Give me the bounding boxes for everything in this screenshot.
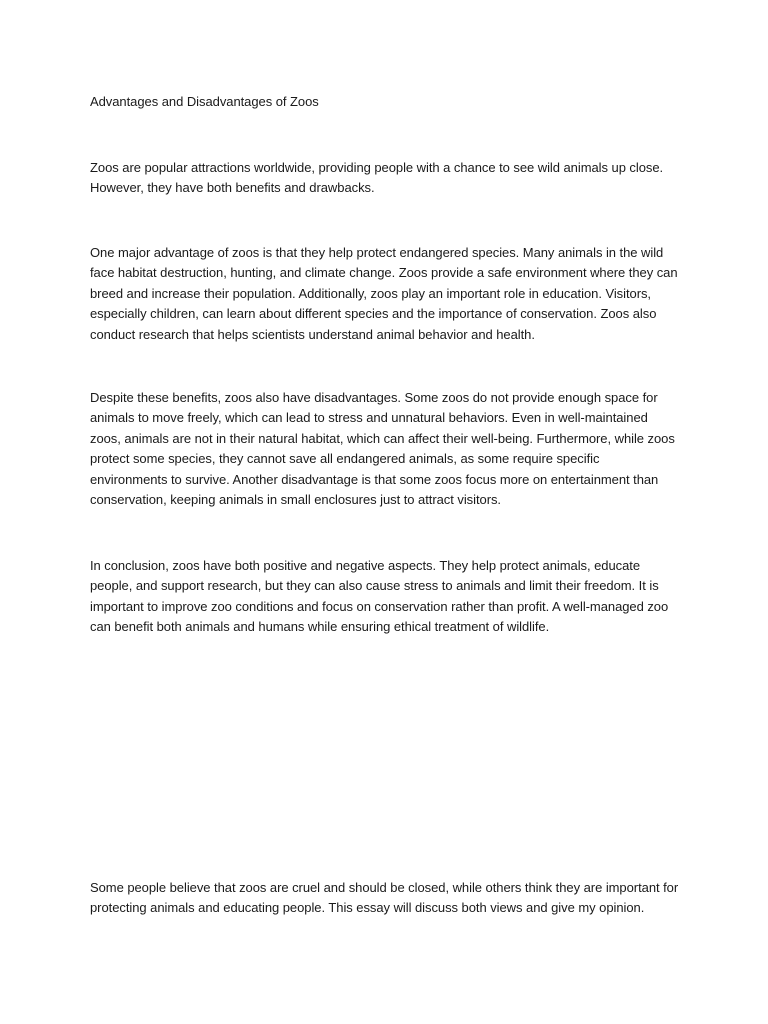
document-title: Advantages and Disadvantages of Zoos <box>90 94 319 109</box>
paragraph-opinion-intro: Some people believe that zoos are cruel and should be closed, while others think they are important for protecting animals and educating people. This essay will discuss both views and give my opinion. <box>90 880 679 916</box>
paragraph-advantages: One major advantage of zoos is that they help protect endangered species. Many animals in the wild face habitat destruction, hunting, and climate change. Zoos provide a safe environment where they can breed and increase their population. Additionally, zoos play an important role in education. Visitors, especially children, can learn about different species and the importance of conservation. Zoos also conduct research that helps scientists understand animal behavior and health. <box>90 245 678 342</box>
paragraph-intro: Zoos are popular attractions worldwide, providing people with a chance to see wild animals up close. However, they have both benefits and drawbacks. <box>90 160 664 196</box>
paragraph-disadvantages: Despite these benefits, zoos also have disadvantages. Some zoos do not provide enough space for animals to move freely, which can lead to stress and unnatural behaviors. Even in well-maintained zoos, animals are not in their natural habitat, which can affect their well-being. Furthermore, while zoos protect some species, they cannot save all endangered animals, as some require specific environments to survive. Another disadvantage is that some zoos focus more on entertainment than conservation, keeping animals in small enclosures just to attract visitors. <box>90 390 675 508</box>
paragraph-conclusion: In conclusion, zoos have both positive and negative aspects. They help protect animals, educate people, and support research, but they can also cause stress to animals and limit their freedom. It is important to improve zoo conditions and focus on conservation rather than profit. A well-managed zoo can benefit both animals and humans while ensuring ethical treatment of wildlife. <box>90 558 669 635</box>
